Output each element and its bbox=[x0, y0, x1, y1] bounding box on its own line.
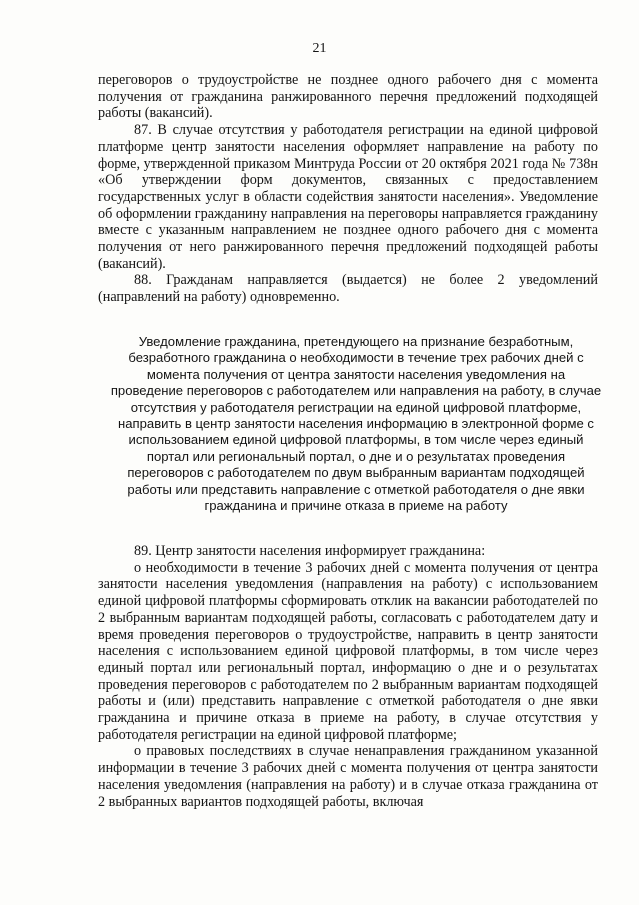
paragraph-88: 88. Гражданам направляется (выдается) не более 2 уведомлений (направлений на работу) одновременно. bbox=[98, 272, 598, 306]
top-text-block bbox=[98, 72, 598, 306]
paragraph-continuation: переговоров о трудоустройстве не позднее одного рабочего дня с момента получения от гражданина ранжированного перечня предложений подходящей работы (вакансий). bbox=[98, 72, 598, 122]
page-number: 21 bbox=[312, 41, 327, 56]
list-item-consequences: о правовых последствиях в случае ненаправления гражданином указанной информации в течение 3 рабочих дней с момента получения от центра занятости населения уведомления (направления на работу) и в случае отказа гражданина от 2 выбранных вариантов подходящей работы, включая bbox=[98, 743, 598, 810]
section-heading-text: Уведомление гражданина, претендующего на признание безработным, безработного гражданина о необходимости в течение трех рабочих дней с момента получения от центра занятости населения уведомления на проведение переговоров с работодателем или направления на работу, в случае отсутствия у работодателя регистрации на единой цифровой платформе, направить в центр занятости населения информацию в электронной форме с использованием единой цифровой платформы, в том числе через единый портал или региональный портал, о дне и о результатах проведения переговоров с работодателем по двум выбранным вариантам подходящей работы или представить направление с отметкой работодателя о дне явки гражданина и причине отказа в приеме на работу bbox=[110, 334, 602, 514]
list-item-necessity: о необходимости в течение 3 рабочих дней с момента получения от центра занятости населения уведомления (направления на работу) с использованием единой цифровой платформы сформировать отклик на вакансии работодателей по 2 выбранным вариантам подходящей работы, согласовать с работодателем дату и время проведения переговоров о трудоустройстве, направить в центр занятости населения с использованием единой цифровой платформы, в том числе через единый портал или региональный портал, информацию о дне и о результатах проведения переговоров с работодателем по 2 выбранным вариантам подходящей работы и (или) представить направление с отметкой работодателя о дне явки гражданина и причине отказа в приеме на работу, в случае отсутствия у работодателя регистрации на единой цифровой платформе; bbox=[98, 559, 598, 743]
bottom-text-block bbox=[98, 543, 598, 810]
paragraph-87: 87. В случае отсутствия у работодателя регистрации на единой цифровой платформе центр занятости населения оформляет направление на работу по форме, утвержденной приказом Минтруда России от 20 октября 2021 года № 738н «Об утверждении форм документов, связанных с предоставлением государственных услуг в области содействия занятости населения». Уведомление об оформлении гражданину направления на переговоры направляется гражданину вместе с указанным направлением не позднее одного рабочего дня с момента получения от него ранжированного перечня предложений подходящей работы (вакансий). bbox=[98, 122, 598, 272]
section-heading bbox=[110, 334, 602, 514]
paragraph-89: 89. Центр занятости населения информирует гражданина: bbox=[134, 543, 486, 559]
